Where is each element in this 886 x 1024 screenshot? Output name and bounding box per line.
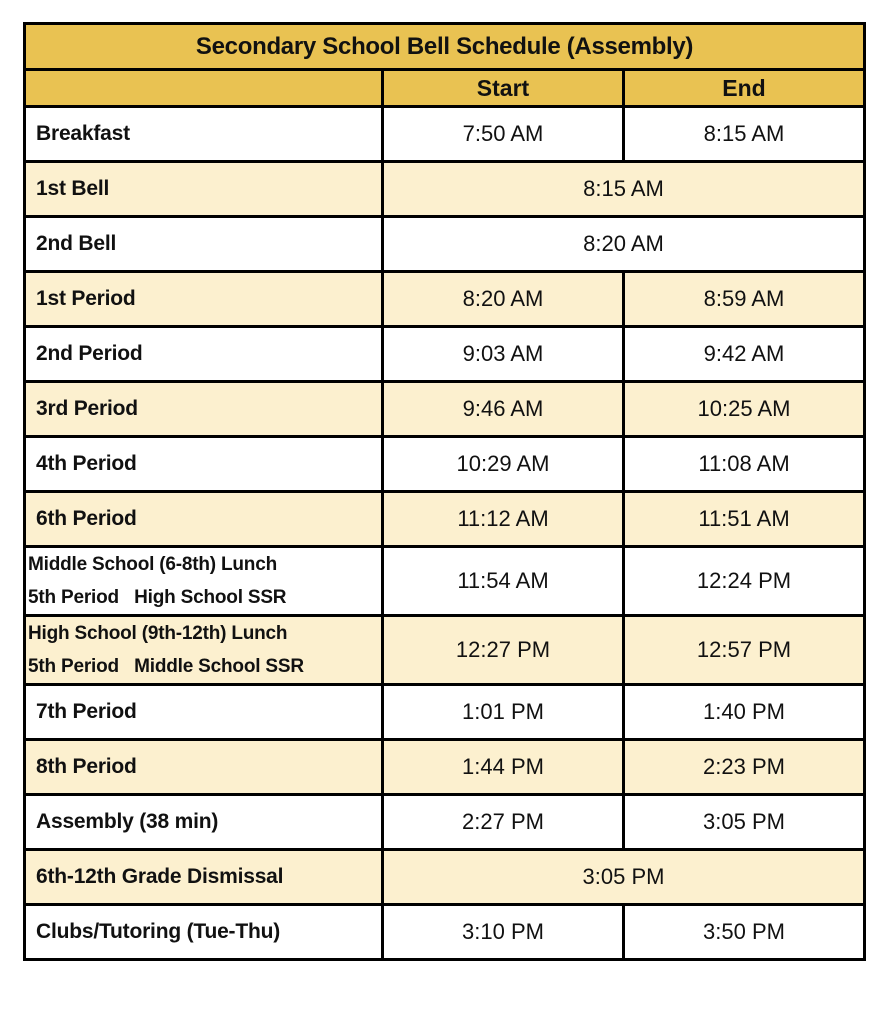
row-label: 4th Period	[25, 437, 383, 492]
table-row	[25, 437, 865, 492]
table-row	[25, 850, 865, 905]
start-time: 1:01 PM	[383, 685, 624, 740]
end-time: 9:42 AM	[624, 327, 865, 382]
end-time: 12:57 PM	[624, 616, 865, 685]
bell-time: 8:15 AM	[383, 162, 865, 217]
row-label: 7th Period	[25, 685, 383, 740]
row-label: Breakfast	[25, 107, 383, 162]
table-row	[25, 685, 865, 740]
table-row	[25, 740, 865, 795]
table-row	[25, 382, 865, 437]
header-label	[25, 70, 383, 107]
row-label: 6th-12th Grade Dismissal	[25, 850, 383, 905]
bell-time: 8:20 AM	[383, 217, 865, 272]
start-time: 11:12 AM	[383, 492, 624, 547]
row-label: 1st Period	[25, 272, 383, 327]
start-time: 9:03 AM	[383, 327, 624, 382]
row-label: 6th Period	[25, 492, 383, 547]
end-time: 3:50 PM	[624, 905, 865, 960]
start-time: 1:44 PM	[383, 740, 624, 795]
start-time: 11:54 AM	[383, 547, 624, 616]
start-time: 2:27 PM	[383, 795, 624, 850]
dismissal-time: 3:05 PM	[383, 850, 865, 905]
end-time: 8:59 AM	[624, 272, 865, 327]
start-time: 9:46 AM	[383, 382, 624, 437]
row-label: 2nd Period	[25, 327, 383, 382]
row-label: 2nd Bell	[25, 217, 383, 272]
title-row	[25, 24, 865, 70]
table-row	[25, 492, 865, 547]
row-label: 3rd Period	[25, 382, 383, 437]
start-time: 12:27 PM	[383, 616, 624, 685]
end-time: 10:25 AM	[624, 382, 865, 437]
start-time: 10:29 AM	[383, 437, 624, 492]
end-time: 1:40 PM	[624, 685, 865, 740]
end-time: 11:08 AM	[624, 437, 865, 492]
start-time: 3:10 PM	[383, 905, 624, 960]
start-time: 7:50 AM	[383, 107, 624, 162]
end-time: 12:24 PM	[624, 547, 865, 616]
row-label-line1: High School (9th-12th) Lunch	[28, 623, 288, 644]
row-label: Clubs/Tutoring (Tue-Thu)	[25, 905, 383, 960]
header-start: Start	[383, 70, 624, 107]
row-label	[25, 616, 383, 685]
end-time: 3:05 PM	[624, 795, 865, 850]
table-row	[25, 905, 865, 960]
end-time: 2:23 PM	[624, 740, 865, 795]
end-time: 8:15 AM	[624, 107, 865, 162]
bell-schedule-table	[23, 22, 866, 961]
table-row	[25, 162, 865, 217]
start-time: 8:20 AM	[383, 272, 624, 327]
table-row	[25, 217, 865, 272]
table-row	[25, 107, 865, 162]
row-label: 8th Period	[25, 740, 383, 795]
table-row	[25, 547, 865, 616]
row-label-line2: 5th Period High School SSR	[28, 587, 287, 608]
header-row	[25, 70, 865, 107]
table-row	[25, 327, 865, 382]
table-row	[25, 616, 865, 685]
row-label-line2: 5th Period Middle School SSR	[28, 656, 304, 677]
row-label: Assembly (38 min)	[25, 795, 383, 850]
header-end: End	[624, 70, 865, 107]
table-title: Secondary School Bell Schedule (Assembly)	[25, 24, 865, 70]
row-label	[25, 547, 383, 616]
table-row	[25, 795, 865, 850]
table-row	[25, 272, 865, 327]
end-time: 11:51 AM	[624, 492, 865, 547]
row-label: 1st Bell	[25, 162, 383, 217]
row-label-line1: Middle School (6-8th) Lunch	[28, 554, 277, 575]
